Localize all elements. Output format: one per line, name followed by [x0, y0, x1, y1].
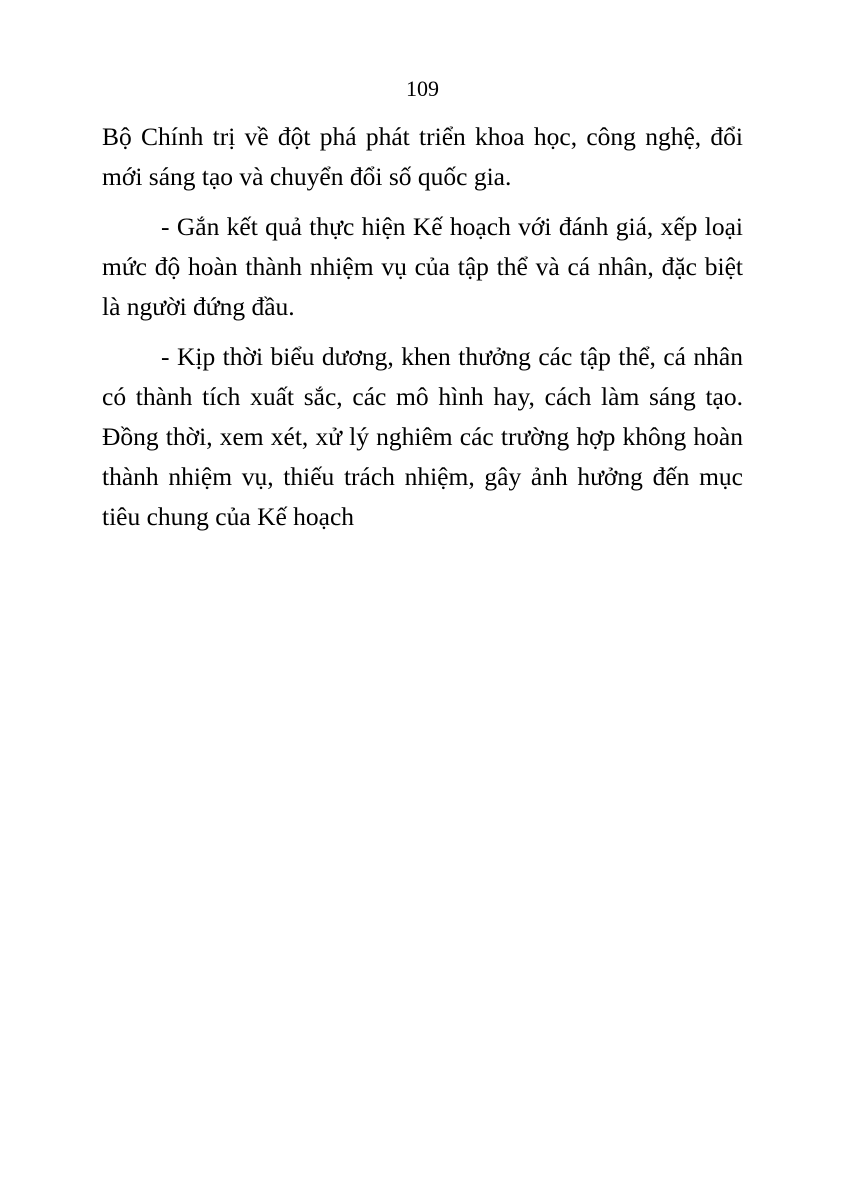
paragraph-evaluation: - Gắn kết quả thực hiện Kế hoạch với đánh giá, xếp loại mức độ hoàn thành nhiệm vụ của tập thể và cá nhân, đặc biệt là người đứng đầu. [102, 212, 743, 321]
paragraph-commendation: - Kịp thời biểu dương, khen thưởng các tập thể, cá nhân có thành tích xuất sắc, các mô hình hay, cách làm sáng tạo. Đồng thời, xem xét, xử lý nghiêm các trường hợp không hoàn thành nhiệm vụ, thiếu trách nhiệm, gây ảnh hưởng đến mục tiêu chung của Kế hoạch [102, 342, 743, 531]
body-text [102, 117, 743, 537]
page-number: 109 [406, 76, 439, 101]
paragraph-continuation: Bộ Chính trị về đột phá phát triển khoa học, công nghệ, đổi mới sáng tạo và chuyển đổi số quốc gia. [102, 122, 743, 191]
